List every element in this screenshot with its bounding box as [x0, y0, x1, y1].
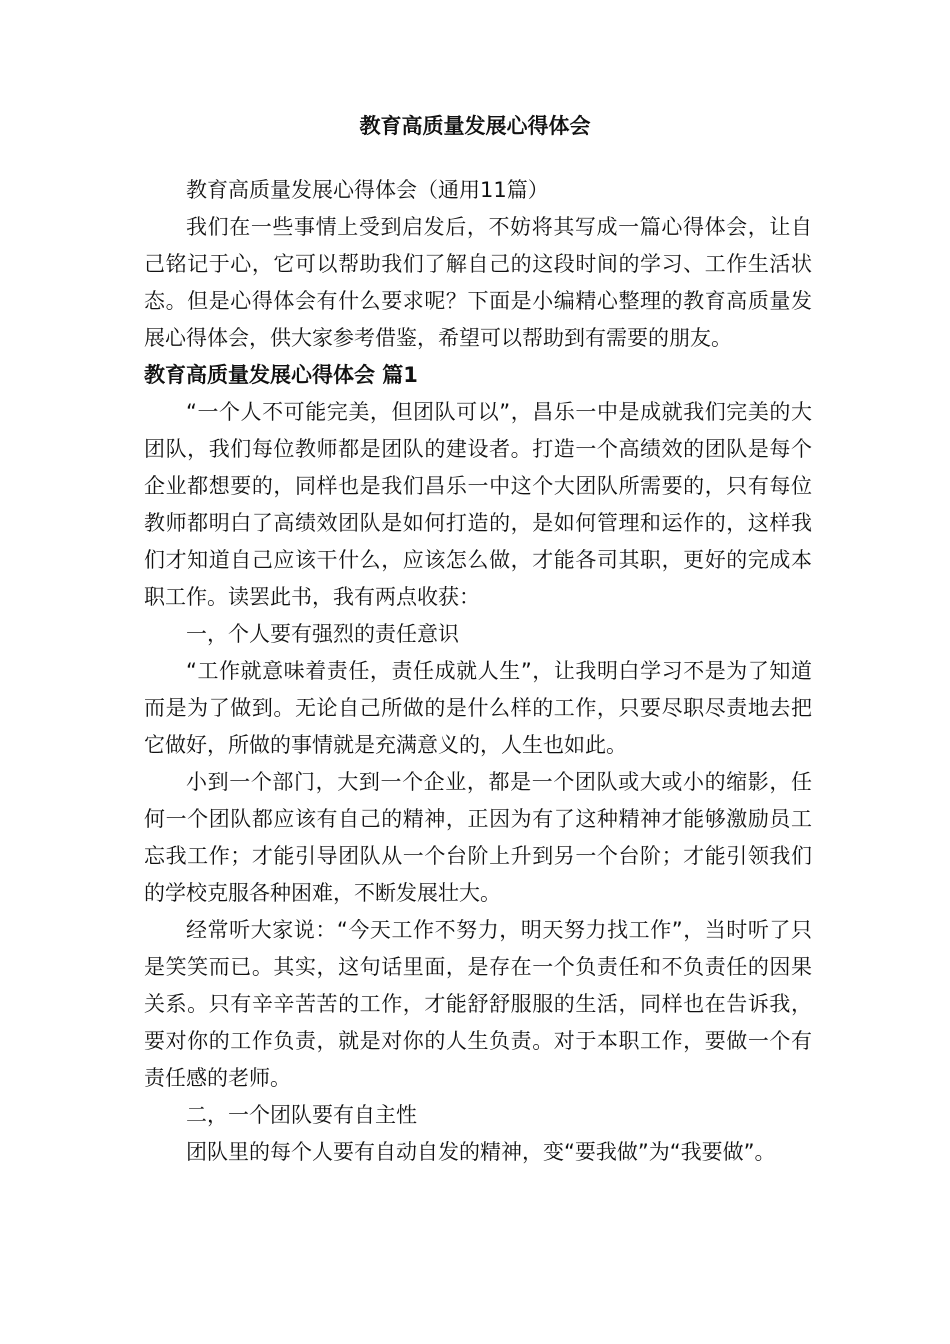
body-paragraph: “工作就意味着责任，责任成就人生”，让我明白学习不是为了知道而是为了做到。无论自己所做的是什么样的工作，只要尽职尽责地去把它做好，所做的事情就是充满意义的，人生也如此。 — [144, 659, 812, 757]
point-heading: 一，个人要有强烈的责任意识 — [186, 622, 459, 646]
point-heading: 二，一个团队要有自主性 — [186, 1103, 417, 1127]
subtitle-paragraph: 教育高质量发展心得体会（通用11篇） — [186, 178, 549, 202]
document-title: 教育高质量发展心得体会 — [359, 114, 591, 138]
section-heading: 教育高质量发展心得体会 篇1 — [144, 363, 418, 387]
document-body — [144, 172, 812, 1171]
intro-paragraph: 我们在一些事情上受到启发后，不妨将其写成一篇心得体会，让自己铭记于心，它可以帮助我们了解自己的这段时间的学习、工作生活状态。但是心得体会有什么要求呢？下面是小编精心整理的教育高质量发展心得体会，供大家参考借鉴，希望可以帮助到有需要的朋友。 — [144, 215, 812, 350]
body-paragraph: 经常听大家说：“今天工作不努力，明天努力找工作”，当时听了只是笑笑而已。其实，这句话里面，是存在一个负责任和不负责任的因果关系。只有辛辛苦苦的工作，才能舒舒服服的生活，同样也在告诉我，要对你的工作负责，就是对你的人生负责。对于本职工作，要做一个有责任感的老师。 — [144, 918, 812, 1090]
body-paragraph: 小到一个部门，大到一个企业，都是一个团队或大或小的缩影，任何一个团队都应该有自己的精神，正因为有了这种精神才能够激励员工忘我工作；才能引导团队从一个台阶上升到另一个台阶；才能引领我们的学校克服各种困难，不断发展壮大。 — [144, 770, 812, 905]
body-paragraph: “一个人不可能完美，但团队可以”，昌乐一中是成就我们完美的大团队，我们每位教师都是团队的建设者。打造一个高绩效的团队是每个企业都想要的，同样也是我们昌乐一中这个大团队所需要的，只有每位教师都明白了高绩效团队是如何打造的，是如何管理和运作的，这样我们才知道自己应该干什么，应该怎么做，才能各司其职，更好的完成本职工作。读罢此书，我有两点收获： — [144, 400, 812, 609]
body-paragraph: 团队里的每个人要有自动自发的精神，变“要我做”为“我要做”。 — [186, 1140, 776, 1164]
